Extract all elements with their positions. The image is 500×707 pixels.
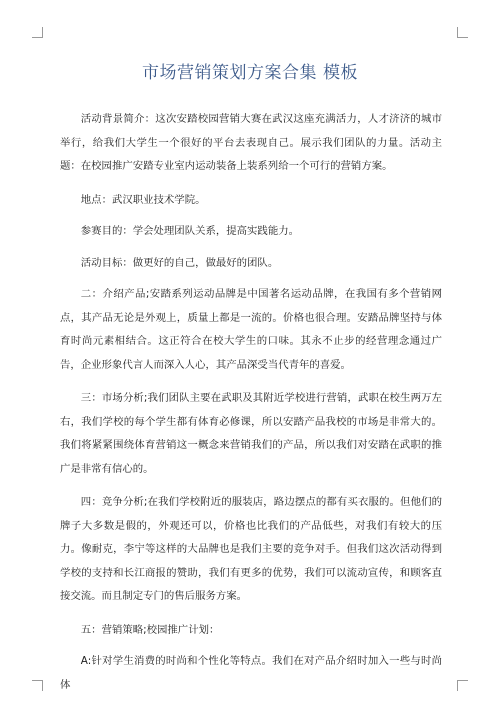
- crop-mark-top-left: [32, 27, 43, 38]
- paragraph-product: 二：介绍产品;安踏系列运动品牌是中国著名运动品牌，在我国有多个营销网点，其产品无论是外观上，质量上都是一流的。价格也很合理。安踏品牌坚持与体育时尚元素相结合。这正符合在校大学生的口味。其永不止步的经营理念通过广告，企业形象代言人而深入人心，其产品深受当代青年的喜爱。: [60, 288, 442, 371]
- paragraph-market-analysis: 三：市场分析;我们团队主要在武职及其附近学校进行营销，武职在校生两万左右，我们学校的每个学生都有体育必修课，所以安踏产品我校的市场是非常大的。我们将紧紧围绕体育营销这一概念来营销我们的产品，所以我们对安踏在武职的推广是非常有信心的。: [60, 392, 442, 475]
- paragraph-goal: 活动目标：做更好的自己，做最好的团队。: [80, 256, 279, 269]
- crop-mark-bottom-right: [457, 680, 468, 691]
- paragraph-strategy: 五：营销策略;校园推广计划：: [80, 623, 220, 636]
- crop-mark-top-right: [457, 27, 468, 38]
- document-title: 市场营销策划方案合集 模板: [142, 63, 358, 83]
- crop-mark-bottom-left: [32, 680, 43, 691]
- paragraph-background: 活动背景简介：这次安踏校园营销大赛在武汉这座充满活力，人才济济的城市举行，给我们大学生一个很好的平台去表现自己。展示我们团队的力量。活动主题：在校园推广安踏专业室内运动装备上装系列给一个可行的营销方案。: [60, 113, 442, 172]
- paragraph-plan-a: A:针对学生消费的时尚和个性化等特点。我们在对产品介绍时加入一些与时尚体: [60, 655, 442, 691]
- paragraph-competition: 四：竞争分析;在我们学校附近的服装店，路边摆点的都有买衣服的。但他们的牌子大多数是假的，外观还可以，价格也比我们的产品低些，对我们有较大的压力。像耐克，李宁等这样的大品牌也是我们主要的竞争对手。但我们这次活动得到学校的支持和长江商报的赞助，我们有更多的优势，我们可以流动宣传，和顾客直接交流。而且制定专门的售后服务方案。: [60, 496, 442, 602]
- paragraph-location: 地点：武汉职业技术学院。: [80, 193, 206, 206]
- paragraph-purpose: 参赛目的：学会处理团队关系，提高实践能力。: [80, 225, 299, 237]
- document-body: [60, 108, 442, 707]
